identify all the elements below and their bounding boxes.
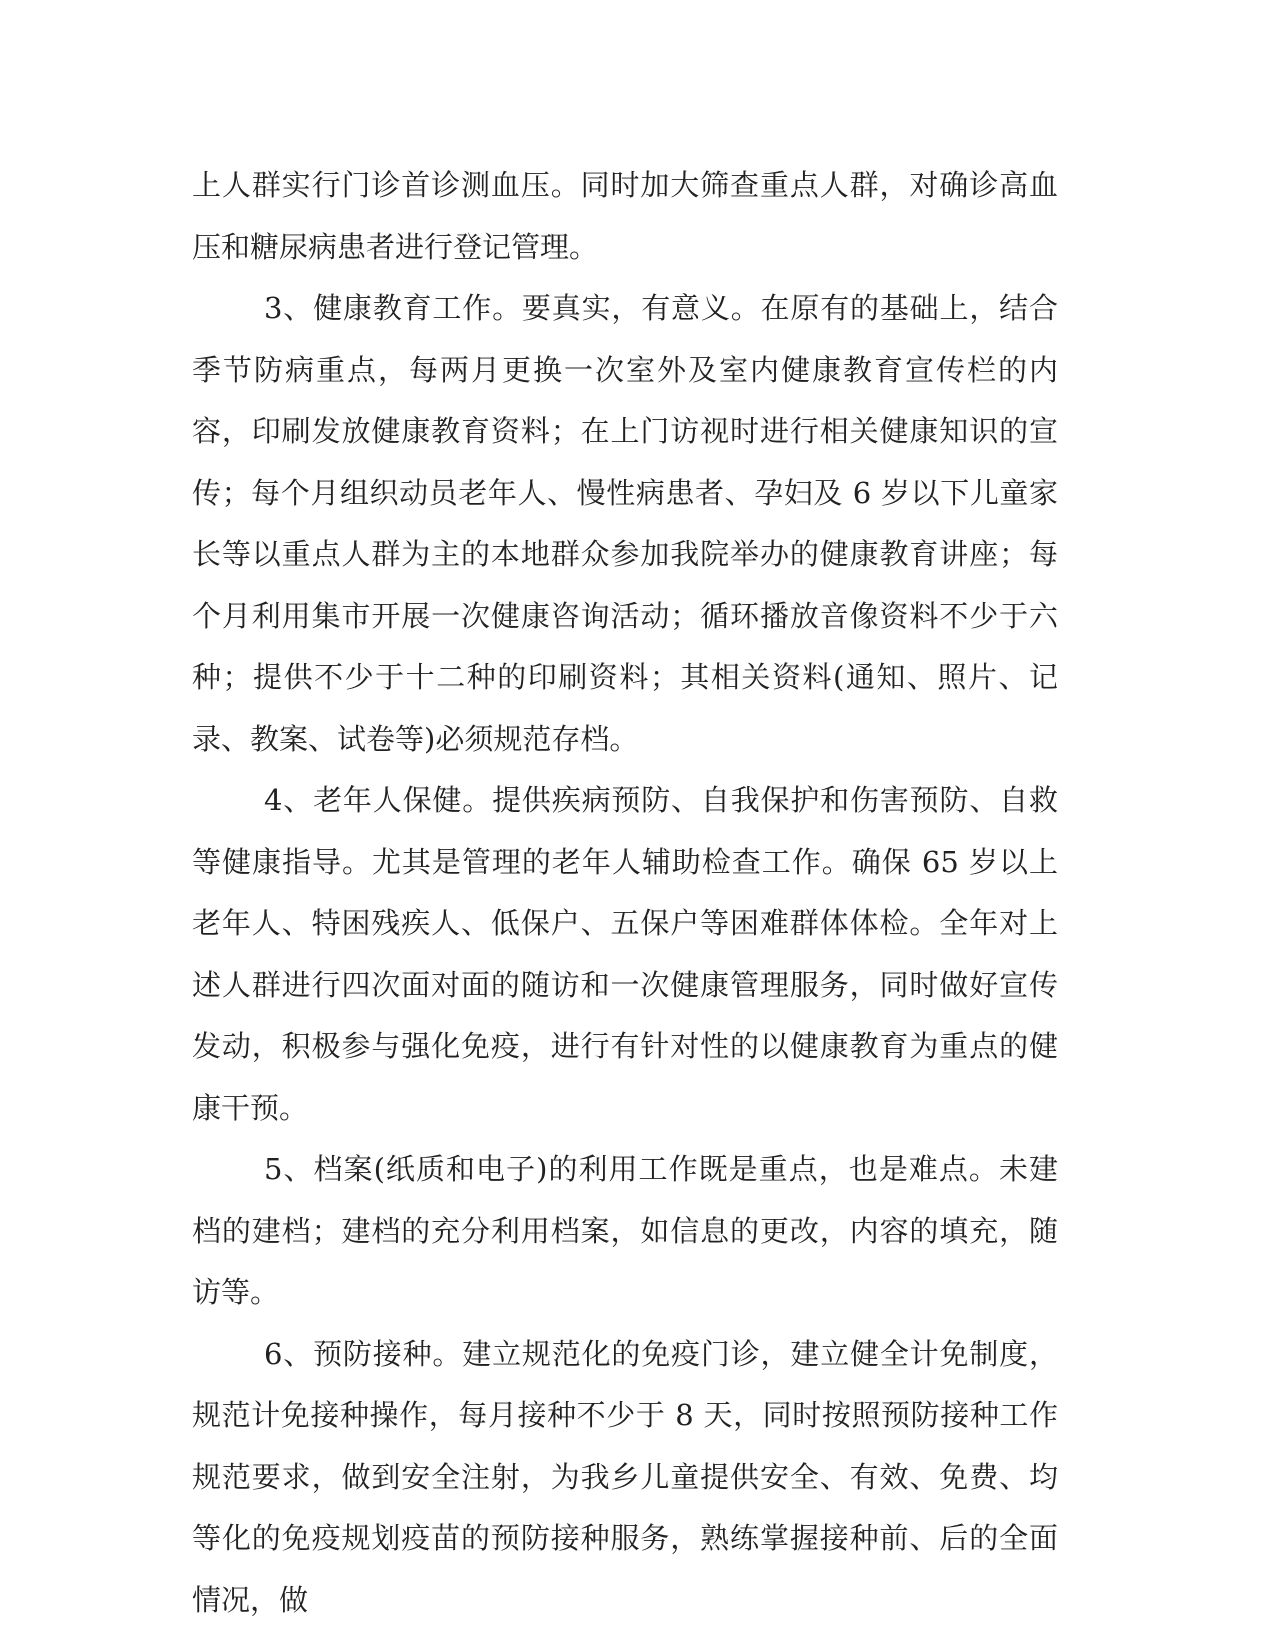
paragraph-continuation: 上人群实行门诊首诊测血压。同时加大筛查重点人群，对确诊高血压和糖尿病患者进行登记管理。	[192, 168, 1058, 264]
paragraph-item-3: 3、健康教育工作。要真实，有意义。在原有的基础上，结合季节防病重点，每两月更换一次室外及室内健康教育宣传栏的内容，印刷发放健康教育资料；在上门访视时进行相关健康知识的宣传；每个月组织动员老年人、慢性病患者、孕妇及 6 岁以下儿童家长等以重点人群为主的本地群众参加我院举办的健康教育讲座；每个月利用集市开展一次健康咨询活动；循环播放音像资料不少于六种；提供不少于十二种的印刷资料；其相关资料(通知、照片、记录、教案、试卷等)必须规范存档。	[192, 291, 1058, 756]
paragraph-item-6: 6、预防接种。建立规范化的免疫门诊，建立健全计免制度，规范计免接种操作，每月接种不少于 8 天，同时按照预防接种工作规范要求，做到安全注射，为我乡儿童提供安全、有效、免费、均等化的免疫规划疫苗的预防接种服务，熟练掌握接种前、后的全面情况，做	[192, 1336, 1058, 1617]
document-text-block	[192, 155, 1058, 1631]
paragraph-item-4: 4、老年人保健。提供疾病预防、自我保护和伤害预防、自救等健康指导。尤其是管理的老年人辅助检查工作。确保 65 岁以上老年人、特困残疾人、低保户、五保户等困难群体体检。全年对上述人群进行四次面对面的随访和一次健康管理服务，同时做好宣传发动，积极参与强化免疫，进行有针对性的以健康教育为重点的健康干预。	[192, 783, 1058, 1125]
paragraph-item-5: 5、档案(纸质和电子)的利用工作既是重点，也是难点。未建档的建档；建档的充分利用档案，如信息的更改，内容的填充，随访等。	[192, 1152, 1058, 1309]
